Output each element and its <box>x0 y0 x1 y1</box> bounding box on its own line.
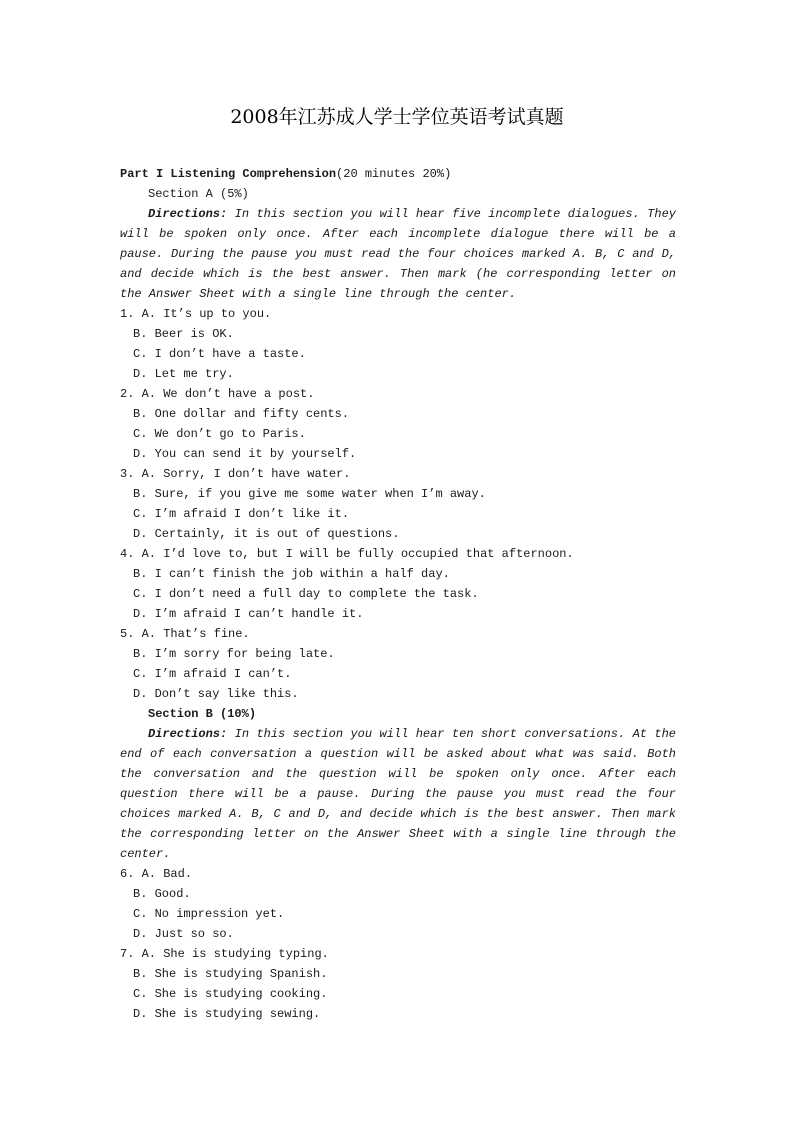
section-b-label: Section B (10%) <box>148 707 257 721</box>
option-c: C. I’m afraid I don’t like it. <box>133 507 350 521</box>
question-first-line <box>120 464 676 484</box>
option-b: B. One dollar and fifty cents. <box>133 407 350 421</box>
option-d: D. Just so so. <box>133 927 234 941</box>
option-d: D. Don’t say like this. <box>133 687 299 701</box>
question-number: 2. <box>120 387 135 401</box>
option-b: B. I’m sorry for being late. <box>133 647 335 661</box>
option-b: B. Good. <box>133 887 191 901</box>
option-a: A. She is studying typing. <box>141 947 329 961</box>
section-a-directions-text: In this section you will hear five incomplete dialogues. They will be spoken only once. After each incomplete dialogue there will be a pause. During the pause you must read the four choices marked A. B, C and D, and decide which is the best answer. Then mark (he corresponding letter on the Answer Sheet with a single line through the center. <box>120 207 676 301</box>
option-a: A. I’d love to, but I will be fully occupied that afternoon. <box>141 547 574 561</box>
option-a: A. We don’t have a post. <box>141 387 315 401</box>
option-c: C. I’m afraid I can’t. <box>133 667 292 681</box>
question-number: 1. <box>120 307 135 321</box>
section-b-directions <box>120 724 676 864</box>
question-first-line <box>120 304 676 324</box>
part1-heading <box>120 164 676 184</box>
section-a-label: Section A (5%) <box>148 187 249 201</box>
option-c: C. I don’t have a taste. <box>133 347 306 361</box>
option-d: D. Let me try. <box>133 367 234 381</box>
question-number: 4. <box>120 547 135 561</box>
exam-content <box>120 164 676 1024</box>
option-a: A. Sorry, I don’t have water. <box>141 467 351 481</box>
question-item <box>120 384 676 464</box>
question-number: 7. <box>120 947 135 961</box>
option-c: C. She is studying cooking. <box>133 987 328 1001</box>
option-b: B. She is studying Spanish. <box>133 967 328 981</box>
section-a-directions-label: Directions: <box>148 207 228 221</box>
question-number: 3. <box>120 467 135 481</box>
section-b-directions-text: In this section you will hear ten short conversations. At the end of each conversation a question will be asked about what was said. Both the conversation and the question will be spoken only once. After each question there will be a pause. During the pause you must read the four choices marked A. B, C and D, and decide which is the best answer. Then mark the corresponding letter on the Answer Sheet with a single line through the center. <box>120 727 676 861</box>
option-c: C. We don’t go to Paris. <box>133 427 306 441</box>
option-a: A. Bad. <box>141 867 193 881</box>
question-first-line <box>120 864 676 884</box>
question-first-line <box>120 624 676 644</box>
question-item <box>120 544 676 624</box>
part1-detail: (20 minutes 20%) <box>336 167 452 181</box>
question-first-line <box>120 384 676 404</box>
question-item <box>120 304 676 384</box>
question-first-line <box>120 944 676 964</box>
section-a-directions <box>120 204 676 304</box>
option-a: A. That’s fine. <box>141 627 250 641</box>
option-d: D. Certainly, it is out of questions. <box>133 527 400 541</box>
section-b-questions <box>120 864 676 1024</box>
question-item <box>120 624 676 704</box>
option-a: A. It’s up to you. <box>141 307 272 321</box>
question-item <box>120 464 676 544</box>
option-b: B. I can’t finish the job within a half day. <box>133 567 450 581</box>
question-number: 6. <box>120 867 135 881</box>
option-d: D. You can send it by yourself. <box>133 447 357 461</box>
page-title: 2008年江苏成人学士学位英语考试真题 <box>230 106 564 128</box>
part1-label: Part I Listening Comprehension <box>120 167 337 181</box>
option-c: C. I don’t need a full day to complete the task. <box>133 587 479 601</box>
section-a-questions <box>120 304 676 704</box>
option-d: D. She is studying sewing. <box>133 1007 321 1021</box>
option-b: B. Beer is OK. <box>133 327 234 341</box>
question-item <box>120 864 676 944</box>
section-b-directions-label: Directions: <box>148 727 228 741</box>
question-first-line <box>120 544 676 564</box>
question-item <box>120 944 676 1024</box>
option-d: D. I’m afraid I can’t handle it. <box>133 607 364 621</box>
question-number: 5. <box>120 627 135 641</box>
option-b: B. Sure, if you give me some water when I’m away. <box>133 487 486 501</box>
option-c: C. No impression yet. <box>133 907 285 921</box>
